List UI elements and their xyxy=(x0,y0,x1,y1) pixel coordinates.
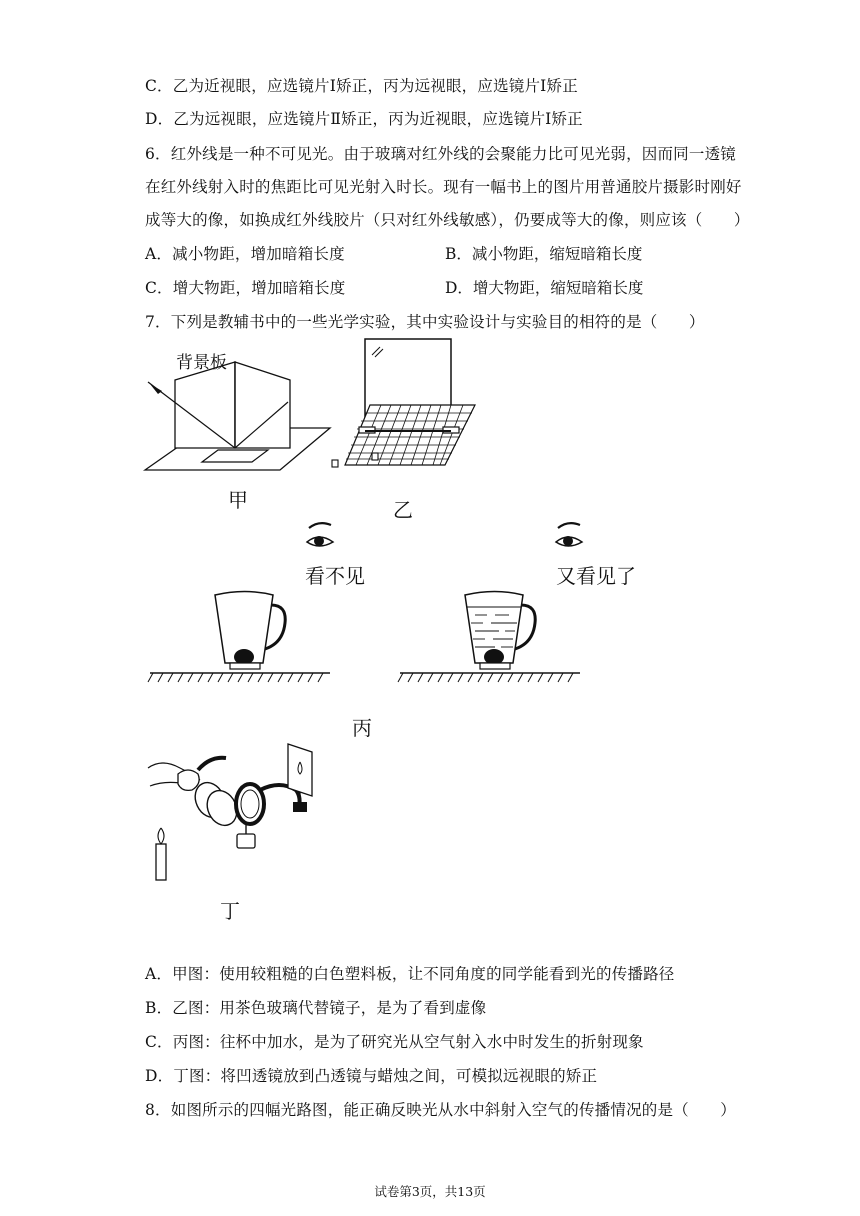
page-footer: 试卷第3页，共13页 xyxy=(374,1184,486,1199)
q7-option-b: B．乙图：用茶色玻璃代替镜子，是为了看到虚像 xyxy=(145,999,487,1017)
q6-option-a: A．减小物距，增加暗箱长度 xyxy=(145,245,345,263)
figure-ding-caption: 丁 xyxy=(220,899,240,923)
figure-bing-can-see-again-label: 又看见了 xyxy=(556,564,636,588)
q5-option-d: D．乙为远视眼，应选镜片Ⅱ矫正，丙为近视眼，应选镜片Ⅰ矫正 xyxy=(145,110,583,128)
q7-option-d: D．丁图：将凹透镜放到凸透镜与蜡烛之间，可模拟远视眼的矫正 xyxy=(145,1067,598,1085)
figure-ding-lens-candle xyxy=(140,740,340,890)
figure-bing-eye-left xyxy=(303,520,339,552)
figure-jia-board-label: 背景板 xyxy=(176,353,227,373)
figure-yi-caption: 乙 xyxy=(393,498,413,522)
figure-bing-caption: 丙 xyxy=(352,716,372,740)
q7-option-c: C．丙图：往杯中加水，是为了研究光从空气射入水中时发生的折射现象 xyxy=(145,1033,644,1051)
figure-yi-glass-plate-grid xyxy=(325,335,485,475)
q7-stem: 7．下列是教辅书中的一些光学实验，其中实验设计与实验目的相符的是（ ） xyxy=(145,313,705,331)
q8-stem: 8．如图所示的四幅光路图，能正确反映光从水中斜射入空气的传播情况的是（ ） xyxy=(145,1101,736,1119)
q6-option-d: D．增大物距，缩短暗箱长度 xyxy=(445,279,644,297)
q5-option-c: C．乙为近视眼，应选镜片Ⅰ矫正，丙为远视眼，应选镜片Ⅰ矫正 xyxy=(145,77,578,95)
q6-option-c: C．增大物距，增加暗箱长度 xyxy=(145,279,346,297)
q6-stem-line3: 成等大的像，如换成红外线胶片（只对红外线敏感），仍要成等大的像，则应该（ ） xyxy=(145,211,750,229)
q6-stem-line1: 6．红外线是一种不可见光。由于玻璃对红外线的会聚能力比可见光弱，因而同一透镜 xyxy=(145,145,736,163)
figure-bing-cup-water xyxy=(395,585,585,690)
figure-bing-eye-right xyxy=(552,520,588,552)
figure-jia-caption: 甲 xyxy=(228,488,248,512)
figure-bing-cannot-see-label: 看不见 xyxy=(305,564,365,588)
figure-bing-cup-empty xyxy=(145,585,335,690)
q7-option-a: A．甲图：使用较粗糙的白色塑料板，让不同角度的同学能看到光的传播路径 xyxy=(145,965,675,983)
q6-stem-line2: 在红外线射入时的焦距比可见光射入时长。现有一幅书上的图片用普通胶片摄影时刚好 xyxy=(145,178,742,196)
q6-option-b: B．减小物距，缩短暗箱长度 xyxy=(445,245,643,263)
figure-jia-background-board xyxy=(140,340,340,480)
